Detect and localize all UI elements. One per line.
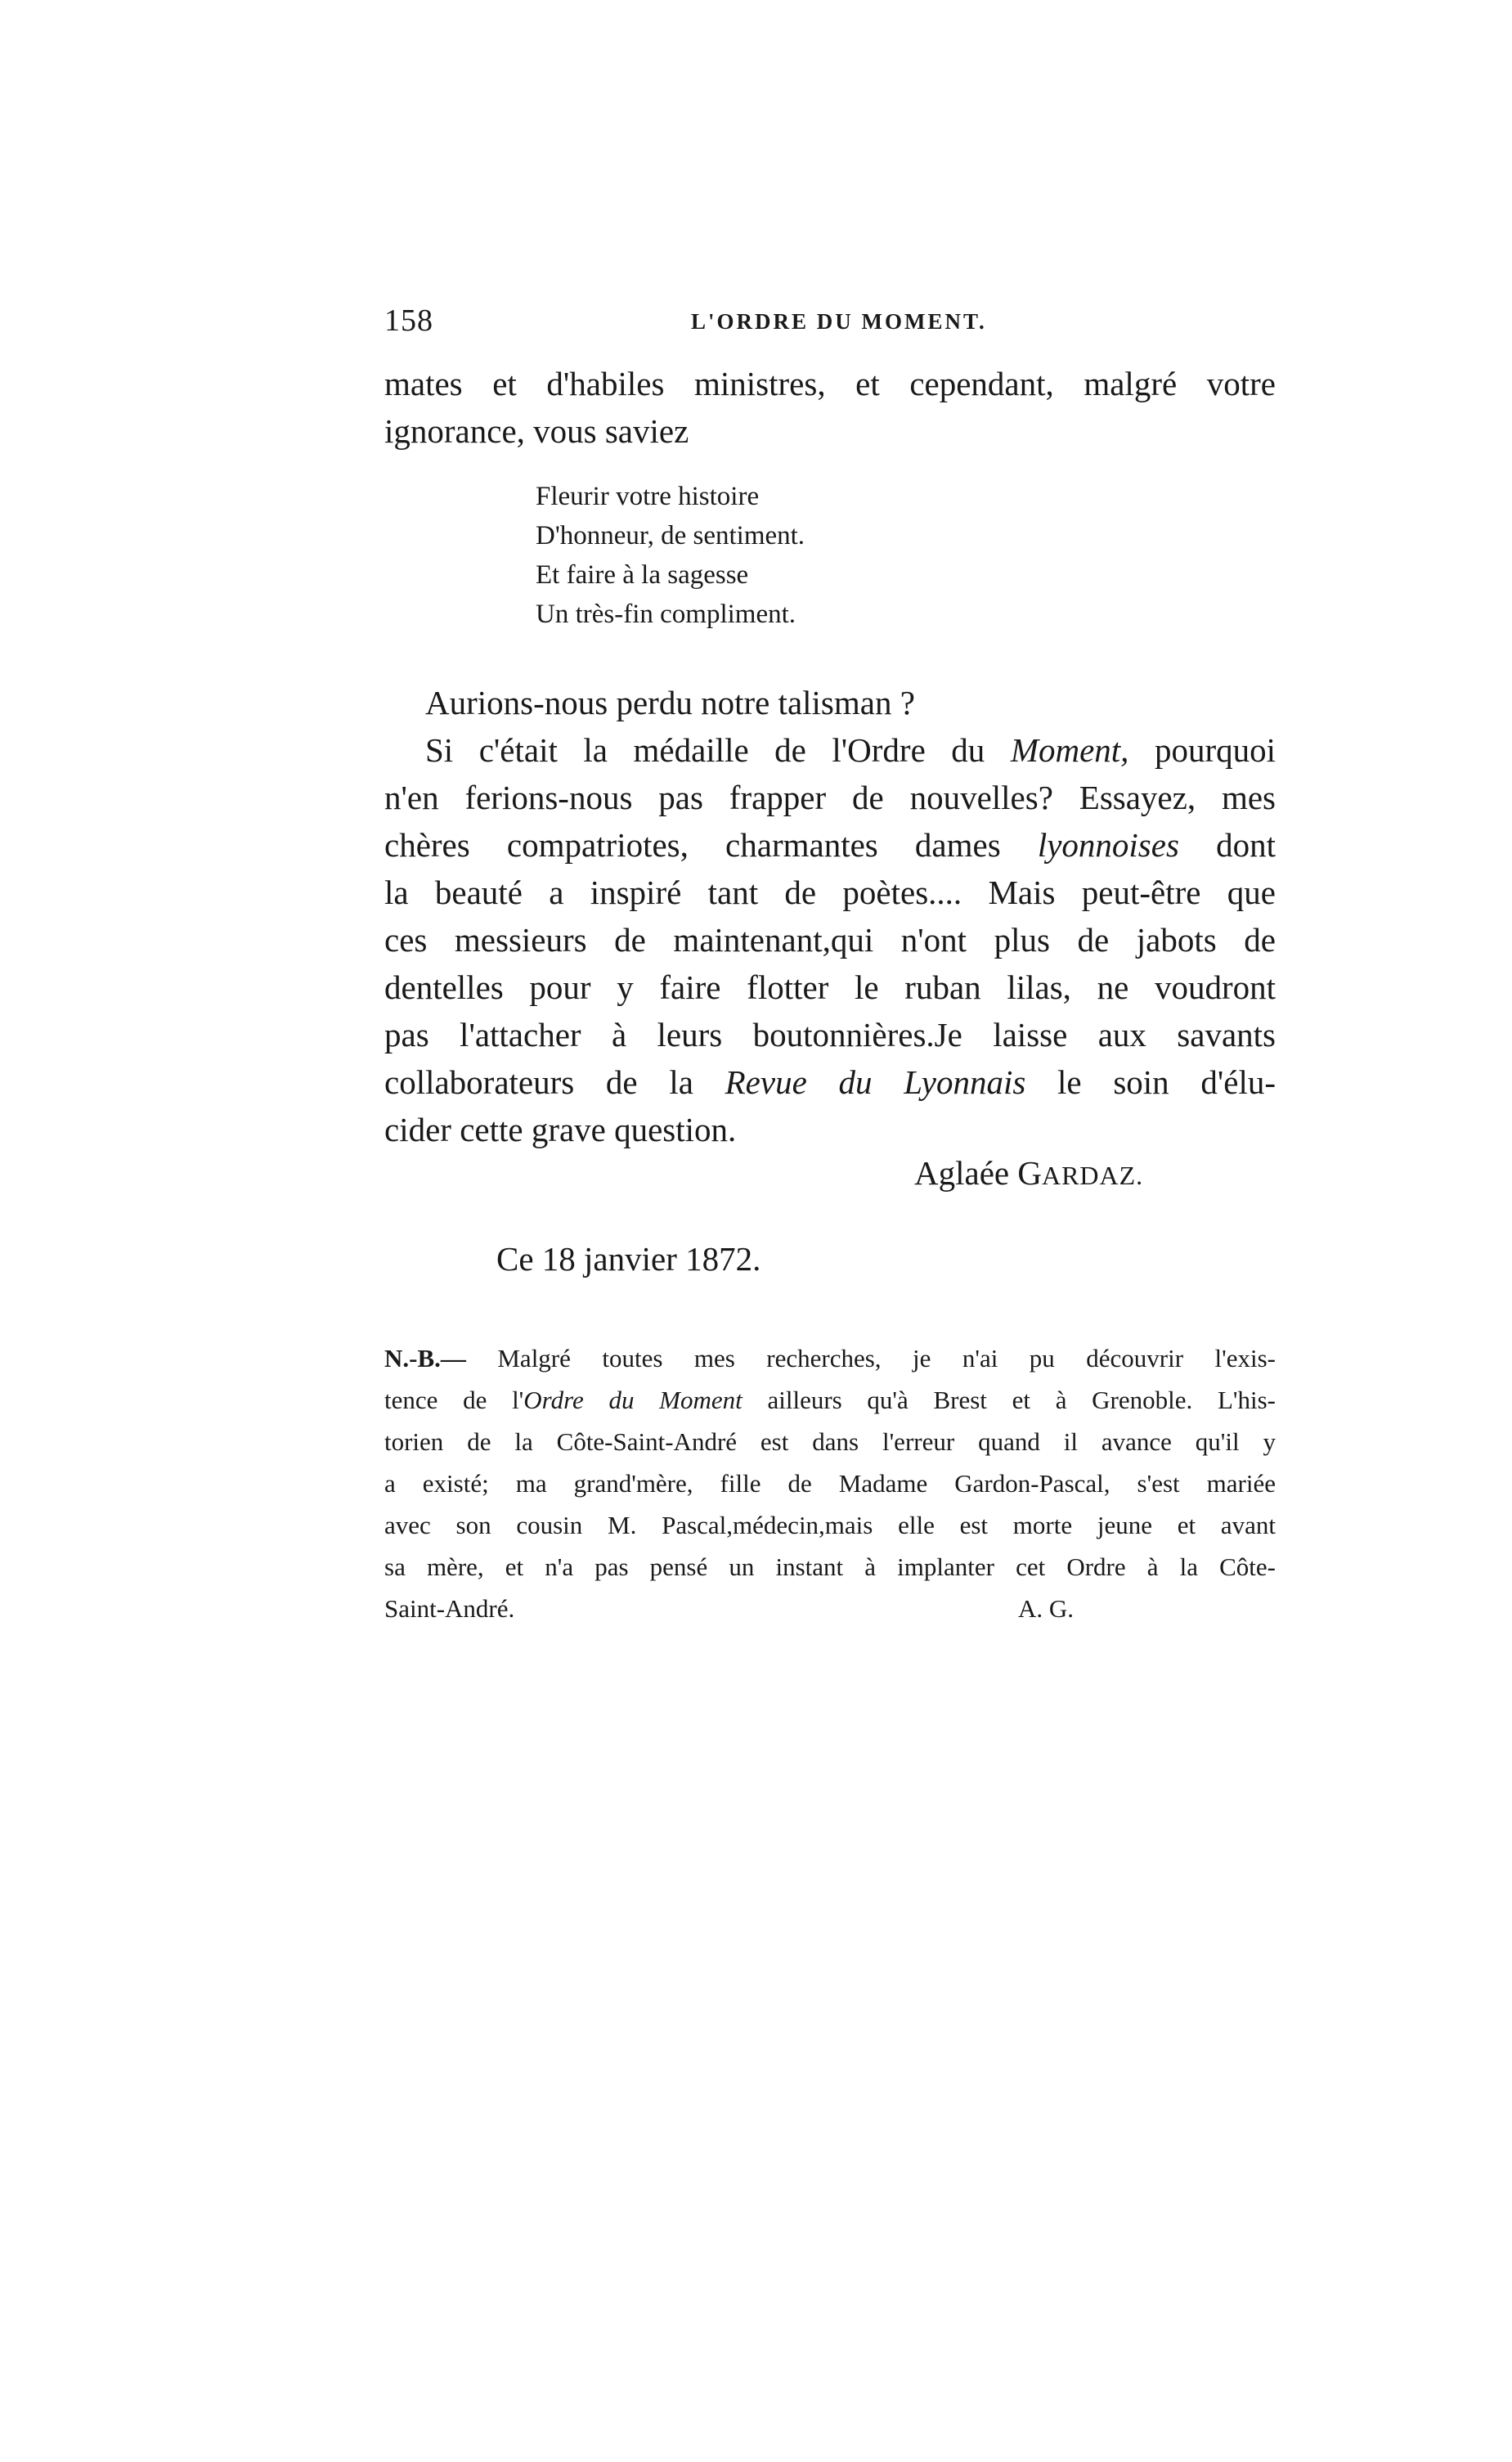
- signature-first-name: Aglaée: [914, 1154, 1018, 1192]
- running-title: L'ORDRE DU MOMENT.: [691, 309, 987, 334]
- signature-surname: ARDAZ.: [1041, 1161, 1144, 1190]
- note-line: [384, 1379, 1276, 1421]
- text-segment: le soin d'élu-: [1025, 1063, 1276, 1101]
- text-line: mates et d'habiles ministres, et cependant, malgré votre: [384, 365, 1276, 402]
- text-segment: Saint-André.: [384, 1594, 515, 1623]
- page-number: 158: [384, 303, 433, 338]
- italic-segment: Moment,: [1010, 731, 1129, 769]
- text-line: pas l'attacher à leurs boutonnières.Je laisse aux savants: [384, 1016, 1276, 1054]
- text-segment: pourquoi: [1128, 731, 1276, 769]
- dateline: Ce 18 janvier 1872.: [496, 1240, 761, 1278]
- verse-line: Un très-fin compliment.: [536, 600, 796, 629]
- italic-segment: Revue du Lyonnais: [725, 1063, 1026, 1101]
- text-segment: ailleurs qu'à Brest et à Grenoble. L'his-: [742, 1386, 1276, 1414]
- text-line: [384, 1058, 1276, 1106]
- running-head: [384, 303, 1284, 344]
- text-line: [384, 726, 1276, 774]
- author-signature: [914, 1153, 1143, 1193]
- note-initials: A. G.: [1018, 1594, 1075, 1623]
- text-segment: dont: [1178, 826, 1276, 864]
- verse-line: Et faire à la sagesse: [536, 560, 749, 590]
- text-line: la beauté a inspiré tant de poètes.... Mais peut-être que: [384, 874, 1276, 911]
- verse-line: Fleurir votre histoire: [536, 482, 760, 511]
- verse-line: D'honneur, de sentiment.: [536, 521, 805, 550]
- paragraph-talisman: [384, 679, 1276, 726]
- note-line: torien de la Côte-Saint-André est dans l'erreur quand il avance qu'il y: [384, 1427, 1276, 1456]
- text-segment: Malgré toutes mes recherches, je n'ai pu découvrir l'exis-: [465, 1344, 1276, 1373]
- note-line: [384, 1337, 1276, 1379]
- verse-quotation: [536, 477, 805, 634]
- footnote: [384, 1337, 1276, 1629]
- note-line: a existé; ma grand'mère, fille de Madame Gardon-Pascal, s'est mariée: [384, 1469, 1276, 1498]
- text-line: [384, 821, 1276, 869]
- note-line: avec son cousin M. Pascal,médecin,mais elle est morte jeune et avant: [384, 1511, 1276, 1539]
- text-line: ces messieurs de maintenant,qui n'ont plus de jabots de: [384, 921, 1276, 959]
- text-line: Aurions-nous perdu notre talisman ?: [425, 684, 915, 721]
- text-segment: collaborateurs de la: [384, 1063, 725, 1101]
- text-segment: chères compatriotes, charmantes dames: [384, 826, 1038, 864]
- paragraph-continuation: [384, 360, 1276, 455]
- text-line: ignorance, vous saviez: [384, 412, 689, 450]
- paragraph-medal: [384, 726, 1276, 1153]
- note-label: N.-B.—: [384, 1344, 466, 1373]
- italic-segment: Ordre du Moment: [523, 1386, 743, 1414]
- signature-initial: G: [1017, 1154, 1042, 1192]
- note-line: [384, 1588, 1276, 1629]
- italic-segment: lyonnoises: [1037, 826, 1179, 864]
- text-segment: Si c'était la médaille de l'Ordre du: [425, 731, 1011, 769]
- text-line: cider cette grave question.: [384, 1111, 737, 1148]
- text-line: dentelles pour y faire flotter le ruban lilas, ne voudront: [384, 968, 1276, 1006]
- text-line: n'en ferions-nous pas frapper de nouvelles? Essayez, mes: [384, 779, 1276, 816]
- note-line: sa mère, et n'a pas pensé un instant à implanter cet Ordre à la Côte-: [384, 1552, 1276, 1581]
- text-segment: tence de l': [384, 1386, 524, 1414]
